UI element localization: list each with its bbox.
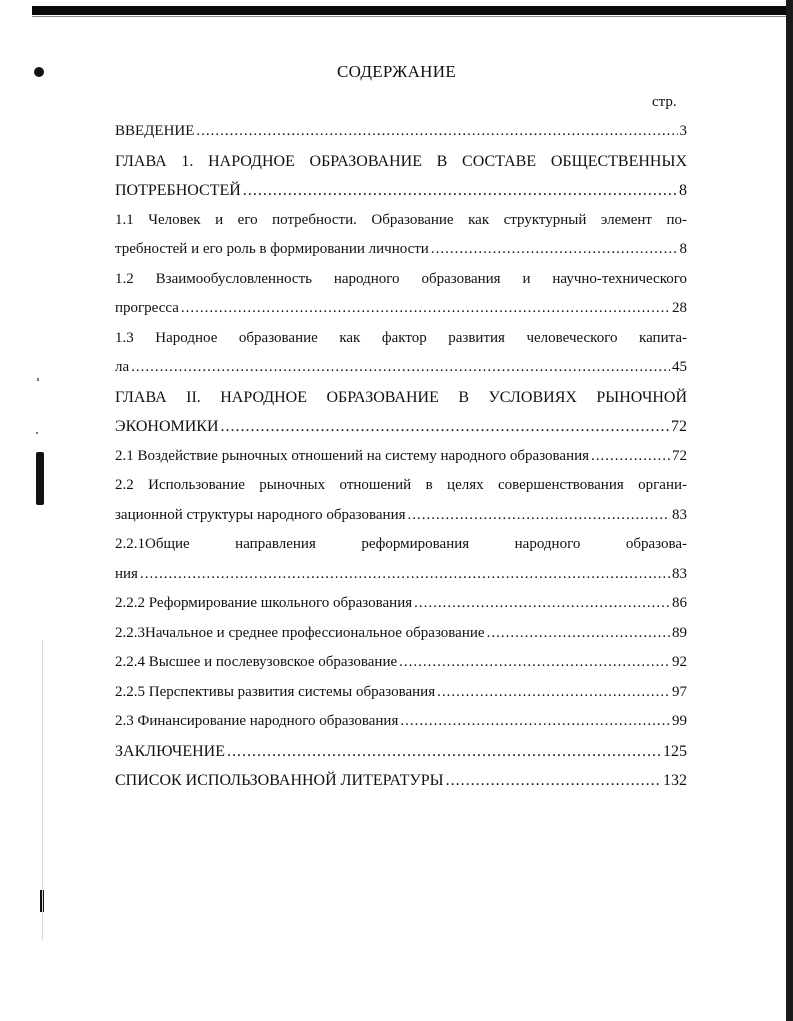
toc-page-number: 92 — [672, 654, 687, 670]
toc-page-number: 72 — [671, 418, 687, 435]
toc-entry-section-2-2-1[interactable] — [115, 530, 687, 560]
dot-leader — [400, 707, 670, 737]
toc-entry-title: 2.2.4 Высшее и послевузовское образование — [115, 654, 398, 670]
toc-entry-section-2-2[interactable] — [115, 471, 687, 501]
toc-entry-title: 2.2.1Общие направления реформирования народного образова- — [115, 536, 687, 552]
toc-page-number: 125 — [663, 742, 687, 760]
scan-speck — [37, 378, 39, 381]
toc-page-number: 28 — [672, 300, 687, 316]
page-column-label: стр. — [652, 94, 677, 110]
dot-leader — [399, 648, 670, 678]
toc-page-number: 89 — [672, 624, 687, 641]
scan-border-top — [32, 6, 793, 15]
dot-leader — [414, 589, 670, 619]
toc-entry-section-1-2-cont[interactable] — [115, 294, 687, 324]
toc-entry-title: ГЛАВА II. НАРОДНОЕ ОБРАЗОВАНИЕ В УСЛОВИЯХ РЫНОЧНОЙ — [115, 388, 687, 406]
toc-page-number: 83 — [672, 506, 687, 523]
dot-leader — [408, 501, 670, 531]
toc-entry-title: 2.3 Финансирование народного образования — [115, 713, 399, 729]
toc-entry-title: 1.1 Человек и его потребности. Образование как структурный элемент по- — [115, 211, 687, 228]
toc-entry-title: зационной структуры народного образования — [115, 506, 406, 523]
toc-entry-section-2-1[interactable] — [115, 442, 687, 472]
toc-page-number: 72 — [672, 447, 687, 464]
toc-entry-title: 2.2 Использование рыночных отношений в целях совершенствования органи- — [115, 477, 687, 493]
dot-leader — [131, 353, 670, 383]
scan-speck — [36, 432, 38, 434]
toc-page-number: 132 — [663, 772, 687, 789]
dot-leader — [243, 176, 677, 206]
dot-leader — [487, 619, 670, 649]
dot-leader — [227, 737, 661, 767]
toc-page-number: 3 — [679, 123, 687, 139]
page-title: СОДЕРЖАНИЕ — [336, 62, 457, 81]
toc-entry-section-2-2-3[interactable] — [115, 619, 687, 649]
toc-entry-section-1-1-cont[interactable] — [115, 235, 687, 265]
toc-entry-chapter-2-cont[interactable] — [115, 412, 687, 442]
table-of-contents — [115, 117, 687, 796]
toc-entry-section-1-2[interactable] — [115, 265, 687, 295]
toc-entry-title: ЭКОНОМИКИ — [115, 418, 219, 435]
dot-leader — [437, 678, 670, 708]
toc-entry-section-2-2-1-cont[interactable] — [115, 560, 687, 590]
dot-leader — [181, 294, 670, 324]
toc-page-number: 8 — [679, 241, 687, 257]
dot-leader — [591, 442, 670, 472]
toc-entry-title: 1.2 Взаимообусловленность народного образования и научно-технического — [115, 270, 687, 287]
toc-entry-section-2-2-cont[interactable] — [115, 501, 687, 531]
scan-border-right — [786, 0, 793, 1021]
toc-entry-section-2-3[interactable] — [115, 707, 687, 737]
toc-page-number: 83 — [672, 565, 687, 582]
toc-entry-chapter-1-cont[interactable] — [115, 176, 687, 206]
toc-entry-section-2-2-4[interactable] — [115, 648, 687, 678]
scan-border-top-thin — [32, 16, 793, 17]
toc-entry-title: ла — [115, 359, 130, 375]
toc-entry-title: 2.1 Воздействие рыночных отношений на систему народного образования — [115, 447, 590, 464]
toc-entry-title: ВВЕДЕНИЕ — [115, 123, 195, 139]
toc-entry-title: требностей и его роль в формировании личности — [115, 241, 429, 257]
toc-entry-title: 1.3 Народное образование как фактор развития человеческого капита- — [115, 329, 687, 346]
dot-leader — [221, 412, 669, 442]
toc-entry-conclusion[interactable] — [115, 737, 687, 767]
toc-entry-title: 2.2.5 Перспективы развития системы образования — [115, 683, 436, 700]
toc-entry-title: прогресса — [115, 300, 179, 316]
toc-entry-section-1-3-cont[interactable] — [115, 353, 687, 383]
toc-entry-introduction[interactable] — [115, 117, 687, 147]
toc-page-number: 86 — [672, 595, 687, 611]
dot-leader — [431, 235, 678, 265]
scan-margin-line — [42, 640, 43, 940]
scan-bracket-mark — [36, 452, 44, 505]
dot-leader — [446, 766, 661, 796]
toc-page-number: 99 — [672, 713, 687, 729]
toc-entry-title: СПИСОК ИСПОЛЬЗОВАННОЙ ЛИТЕРАТУРЫ — [115, 772, 444, 789]
toc-page-number: 97 — [672, 683, 687, 700]
toc-entry-bibliography[interactable] — [115, 766, 687, 796]
toc-entry-chapter-2[interactable] — [115, 383, 687, 413]
toc-entry-section-1-3[interactable] — [115, 324, 687, 354]
toc-page-number: 45 — [672, 359, 687, 375]
toc-entry-section-1-1[interactable] — [115, 206, 687, 236]
dot-leader — [196, 117, 677, 147]
toc-entry-title: ЗАКЛЮЧЕНИЕ — [115, 742, 225, 760]
toc-entry-chapter-1[interactable] — [115, 147, 687, 177]
toc-entry-title: ГЛАВА 1. НАРОДНОЕ ОБРАЗОВАНИЕ В СОСТАВЕ ОБЩЕСТВЕННЫХ — [115, 152, 687, 170]
dot-leader — [140, 560, 670, 590]
toc-entry-title: 2.2.3Начальное и среднее профессиональное образование — [115, 624, 485, 641]
toc-entry-title: 2.2.2 Реформирование школьного образования — [115, 595, 413, 611]
toc-entry-section-2-2-5[interactable] — [115, 678, 687, 708]
toc-entry-section-2-2-2[interactable] — [115, 589, 687, 619]
toc-page-number: 8 — [679, 182, 687, 199]
toc-entry-title: ПОТРЕБНОСТЕЙ — [115, 182, 241, 199]
toc-entry-title: ния — [115, 565, 138, 582]
